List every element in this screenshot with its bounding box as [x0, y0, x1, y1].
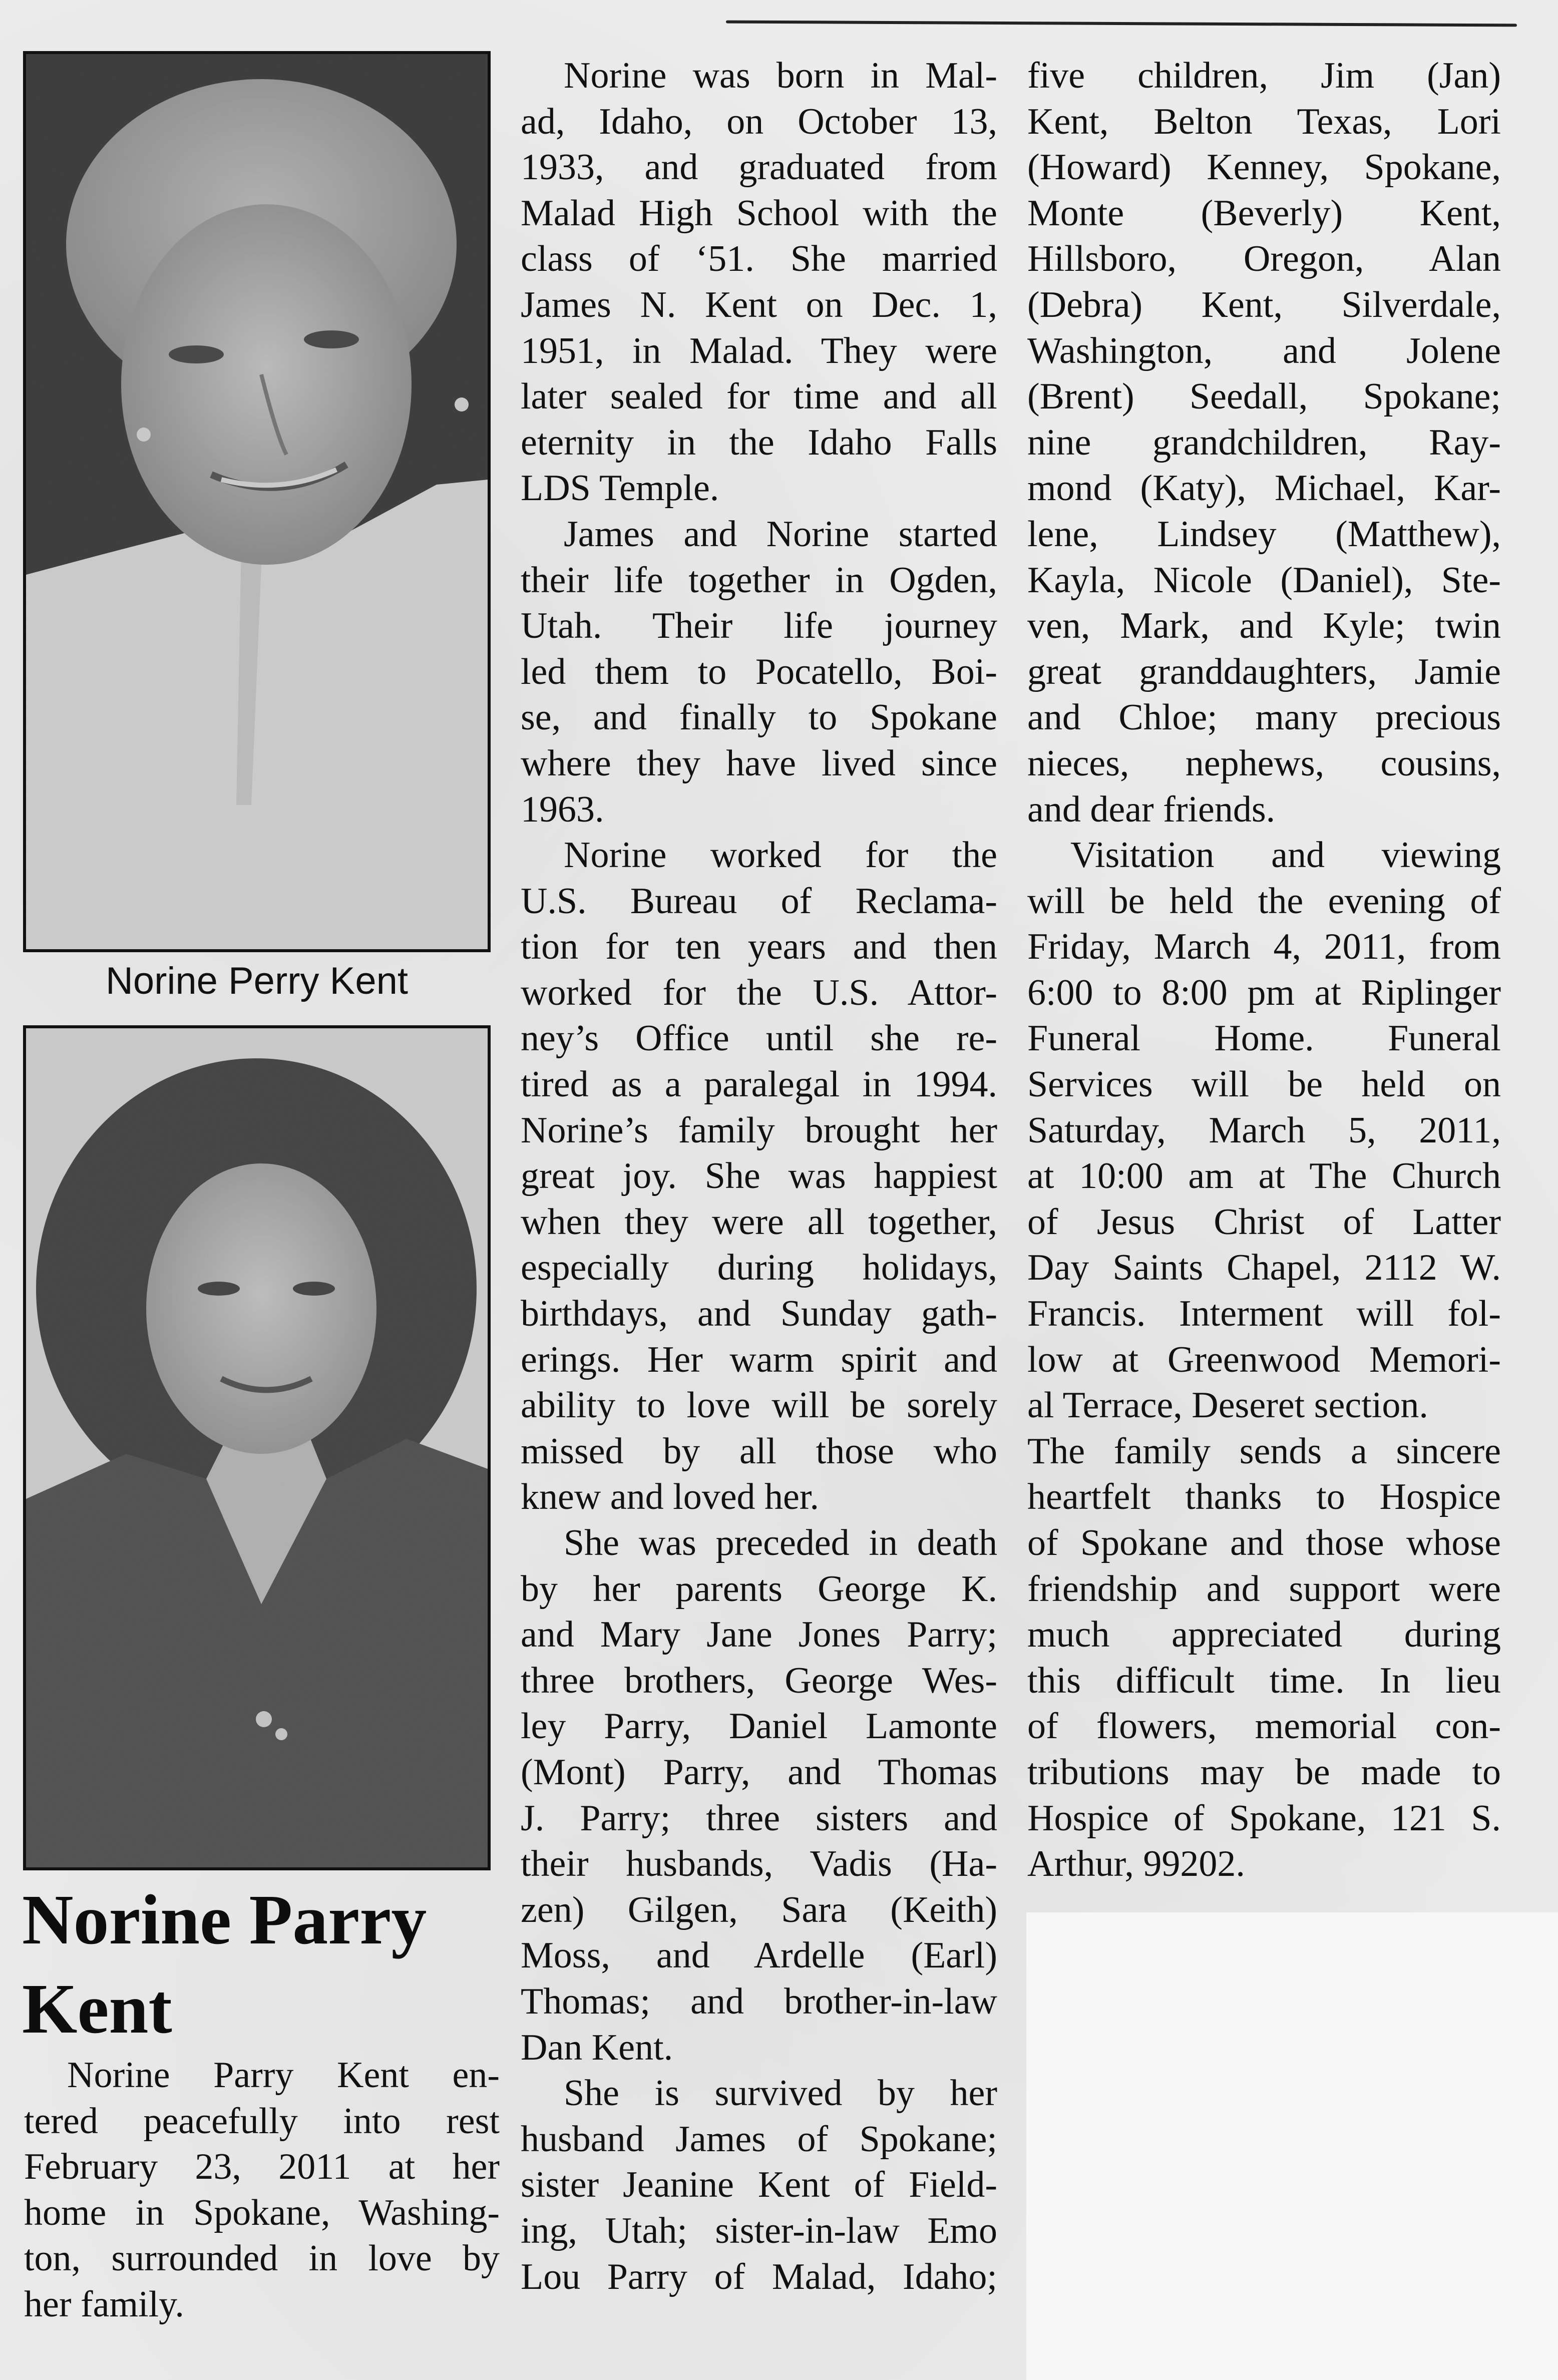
- text-line: will be held the evening of: [1027, 880, 1501, 922]
- text-line: Norine worked for the: [564, 835, 997, 876]
- text-line: ven, Mark, and Kyle; twin: [1027, 605, 1501, 647]
- text-line: Malad High School with the: [521, 192, 997, 234]
- text-line: where they have lived since: [521, 742, 997, 784]
- portrait-photo-young: [23, 1025, 491, 1870]
- text-line: (Howard) Kenney, Spokane,: [1027, 147, 1501, 188]
- text-line: Funeral Home. Funeral: [1027, 1018, 1501, 1059]
- text-line: three brothers, George Wes-: [521, 1660, 997, 1701]
- text-line: (Debra) Kent, Silverdale,: [1027, 284, 1501, 325]
- text-line: ley Parry, Daniel Lamonte: [521, 1706, 997, 1747]
- text-line: Monte (Beverly) Kent,: [1027, 192, 1501, 234]
- headline-line: Kent: [22, 1969, 172, 2048]
- text-line: Saturday, March 5, 2011,: [1027, 1109, 1501, 1151]
- text-line: Kayla, Nicole (Daniel), Ste-: [1027, 559, 1501, 601]
- text-line: and dear friends.: [1027, 788, 1276, 830]
- photo-caption: Norine Perry Kent: [105, 960, 409, 1002]
- text-line: great granddaughters, Jamie: [1027, 651, 1501, 692]
- text-line: of Spokane and those whose: [1027, 1522, 1501, 1563]
- text-line: 1963.: [521, 788, 604, 830]
- text-line: Lou Parry of Malad, Idaho;: [521, 2256, 997, 2297]
- text-line: tired as a paralegal in 1994.: [521, 1064, 997, 1105]
- text-line: when they were all together,: [521, 1201, 997, 1243]
- text-line: home in Spokane, Washing-: [24, 2192, 500, 2233]
- text-line: ney’s Office until she re-: [521, 1018, 997, 1059]
- blank-area: [1026, 1912, 1558, 2380]
- text-line: Services will be held on: [1027, 1064, 1501, 1105]
- text-line: mond (Katy), Michael, Kar-: [1027, 468, 1501, 509]
- text-line: LDS Temple.: [521, 468, 719, 509]
- text-line: heartfelt thanks to Hospice: [1027, 1476, 1501, 1518]
- text-line: friendship and support were: [1027, 1568, 1501, 1610]
- text-line: much appreciated during: [1027, 1614, 1501, 1656]
- text-line: se, and finally to Spokane: [521, 697, 997, 738]
- text-line: later sealed for time and all: [521, 376, 997, 418]
- text-line: birthdays, and Sunday gath-: [521, 1293, 997, 1335]
- text-line: especially during holidays,: [521, 1247, 997, 1289]
- column-middle: [521, 53, 997, 2300]
- text-line: Norine Parry Kent en-: [67, 2055, 500, 2096]
- text-line: She was preceded in death: [564, 1522, 997, 1563]
- text-line: tributions may be made to: [1027, 1751, 1501, 1793]
- text-line: and Mary Jane Jones Parry;: [521, 1614, 997, 1656]
- text-line: The family sends a sincere: [1027, 1430, 1501, 1472]
- text-line: Moss, and Ardelle (Earl): [521, 1935, 997, 1976]
- text-line: Kent, Belton Texas, Lori: [1027, 101, 1501, 142]
- text-line: ability to love will be sorely: [521, 1385, 997, 1426]
- text-line: Hospice of Spokane, 121 S.: [1027, 1797, 1501, 1839]
- text-line: al Terrace, Deseret section.: [1027, 1385, 1428, 1426]
- text-line: Norine’s family brought her: [521, 1109, 997, 1151]
- column-left: [24, 2053, 500, 2328]
- text-line: sister Jeanine Kent of Field-: [521, 2164, 997, 2206]
- text-line: of flowers, memorial con-: [1027, 1706, 1501, 1747]
- text-line: her family.: [24, 2283, 184, 2325]
- text-line: 1933, and graduated from: [521, 147, 997, 188]
- text-line: lene, Lindsey (Matthew),: [1027, 513, 1501, 555]
- text-line: erings. Her warm spirit and: [521, 1339, 997, 1380]
- text-line: husband James of Spokane;: [521, 2118, 997, 2160]
- text-line: at 10:00 am at The Church: [1027, 1155, 1501, 1197]
- text-line: February 23, 2011 at her: [24, 2146, 500, 2188]
- portrait-older-image: [26, 54, 488, 949]
- text-line: low at Greenwood Memori-: [1027, 1339, 1501, 1380]
- text-line: U.S. Bureau of Reclama-: [521, 880, 997, 922]
- text-line: led them to Pocatello, Boi-: [521, 651, 997, 692]
- column-right: [1027, 53, 1501, 1887]
- text-line: Arthur, 99202.: [1027, 1843, 1245, 1885]
- text-line: James N. Kent on Dec. 1,: [521, 284, 997, 325]
- text-line: worked for the U.S. Attor-: [521, 972, 997, 1013]
- text-line: zen) Gilgen, Sara (Keith): [521, 1889, 997, 1930]
- text-line: Francis. Interment will fol-: [1027, 1293, 1501, 1335]
- text-line: nine grandchildren, Ray-: [1027, 422, 1501, 463]
- text-line: Day Saints Chapel, 2112 W.: [1027, 1247, 1501, 1289]
- text-line: ton, surrounded in love by: [24, 2238, 500, 2279]
- text-line: their life together in Ogden,: [521, 559, 997, 601]
- text-line: Hillsboro, Oregon, Alan: [1027, 238, 1501, 280]
- text-line: their husbands, Vadis (Ha-: [521, 1843, 997, 1885]
- text-line: knew and loved her.: [521, 1476, 819, 1518]
- text-line: 6:00 to 8:00 pm at Riplinger: [1027, 972, 1501, 1013]
- text-line: Utah. Their life journey: [521, 605, 997, 647]
- obituary-headline: [22, 1875, 503, 2053]
- portrait-photo-older: [23, 51, 491, 952]
- text-line: (Brent) Seedall, Spokane;: [1027, 376, 1501, 418]
- text-line: Visitation and viewing: [1070, 835, 1501, 876]
- text-line: Norine was born in Mal-: [564, 55, 997, 96]
- portrait-young-image: [26, 1028, 488, 1867]
- text-line: She is survived by her: [564, 2073, 997, 2114]
- text-line: nieces, nephews, cousins,: [1027, 742, 1501, 784]
- text-line: J. Parry; three sisters and: [521, 1797, 997, 1839]
- text-line: by her parents George K.: [521, 1568, 997, 1610]
- text-line: Thomas; and brother-in-law: [521, 1980, 997, 2022]
- text-line: of Jesus Christ of Latter: [1027, 1201, 1501, 1243]
- headline-line: Norine Parry: [22, 1880, 427, 1959]
- text-line: 1951, in Malad. They were: [521, 330, 997, 371]
- text-line: tered peacefully into rest: [24, 2100, 500, 2142]
- text-line: Friday, March 4, 2011, from: [1027, 926, 1501, 968]
- text-line: missed by all those who: [521, 1430, 997, 1472]
- text-line: James and Norine started: [564, 513, 997, 555]
- text-line: eternity in the Idaho Falls: [521, 422, 997, 463]
- text-line: great joy. She was happiest: [521, 1155, 997, 1197]
- text-line: Dan Kent.: [521, 2027, 673, 2068]
- text-line: ad, Idaho, on October 13,: [521, 101, 997, 142]
- text-line: five children, Jim (Jan): [1027, 55, 1501, 96]
- text-line: Washington, and Jolene: [1027, 330, 1501, 371]
- text-line: this difficult time. In lieu: [1027, 1660, 1501, 1701]
- text-line: (Mont) Parry, and Thomas: [521, 1751, 997, 1793]
- text-line: class of ‘51. She married: [521, 238, 997, 280]
- text-line: ing, Utah; sister-in-law Emo: [521, 2210, 997, 2251]
- text-line: and Chloe; many precious: [1027, 697, 1501, 738]
- text-line: tion for ten years and then: [521, 926, 997, 968]
